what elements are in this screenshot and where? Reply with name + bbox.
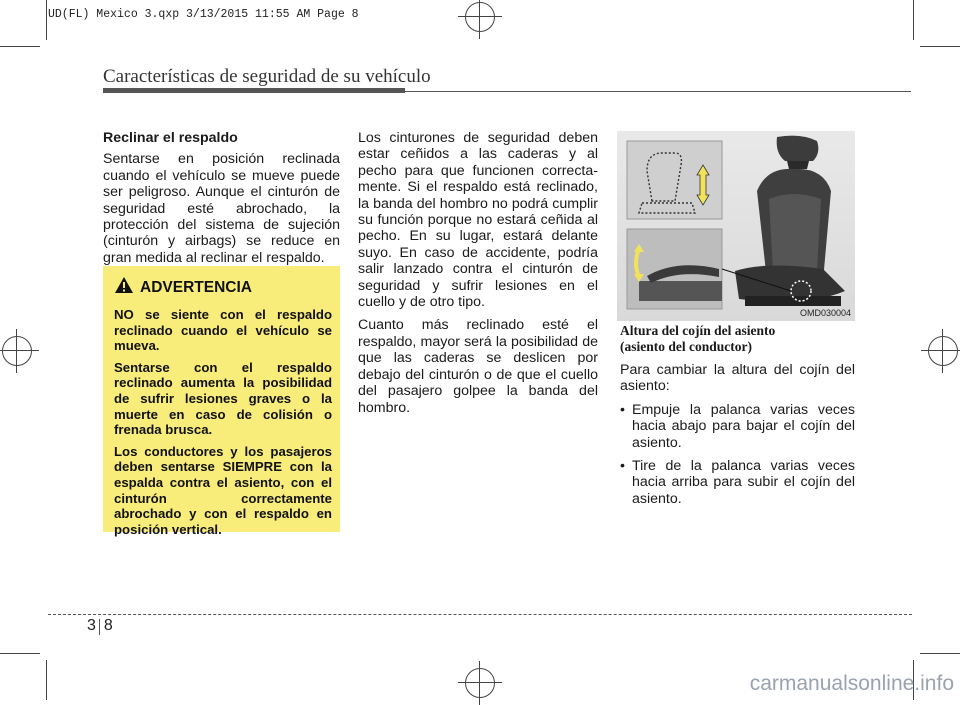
right-heading-line1: Altura del cojín del asiento — [620, 323, 776, 338]
figure-code: OMD030004 — [799, 308, 851, 318]
warning-text — [114, 307, 332, 537]
registration-mark-right — [928, 336, 958, 366]
list-item: • Tire de la palanca varias veces hacia arriba para subir el cojín del asiento. — [620, 458, 855, 507]
middle-paragraph: Cuanto más reclinado esté el respaldo, mayor será la posibilidad de que las caderas se deslicen por debajo del cinturón o de que el cuello del pasajero golpee la banda del hombro. — [358, 317, 598, 416]
watermark: carmanualsonline.info — [749, 672, 954, 695]
warning-paragraph: Los conductores y los pasajeros deben sentarse SIEMPRE con la espalda contra el asiento, con el cinturón correctamente abrochado y con el respaldo en posición vertical. — [114, 443, 332, 537]
list-item: • Empuje la palanca varias veces hacia abajo para bajar el cojín del asiento. — [620, 402, 855, 451]
page-number-value: 8 — [103, 617, 113, 634]
middle-paragraph: Los cinturones de seguridad deben estar ceñidos a las caderas y al pecho para que funcionen correctamente. Si el respaldo está reclinado, la banda del hombro no podrá cumplir su función porque no estará ceñida al pecho. En su lugar, estará delante suyo. En caso de accidente, podría salir lanzado contra el cinturón de seguridad y sufrir lesiones en el cuello y de otro tipo. — [358, 130, 598, 311]
warning-box — [103, 266, 340, 537]
warning-header — [114, 276, 332, 299]
registration-mark-left — [2, 336, 32, 366]
registration-mark-top — [465, 2, 495, 32]
right-column — [620, 323, 855, 514]
seat-illustration — [617, 131, 855, 321]
seat-figure — [617, 131, 855, 321]
warning-triangle-icon — [114, 276, 134, 299]
middle-column — [358, 130, 598, 423]
chapter-number: 3 — [87, 617, 96, 634]
right-heading-line2: (asiento del conductor) — [620, 339, 752, 354]
left-heading: Reclinar el respaldo — [103, 130, 238, 146]
registration-mark-bottom — [465, 668, 495, 698]
print-slug: UD(FL) Mexico 3.qxp 3/13/2015 11:55 AM Page 8 — [48, 8, 359, 21]
right-intro: Para cambiar la altura del cojín del asiento: — [620, 362, 855, 395]
left-paragraph: Sentarse en posición reclinada cuando el vehículo se mueve puede ser peligroso. Aunque el cinturón de seguridad esté abrochado, la protección del sistema de sujeción (cinturón y airbags) se reduce en gran medida al reclinar el respaldo. — [103, 151, 340, 266]
page-number — [87, 617, 113, 635]
header-rule — [103, 91, 911, 92]
instruction-list — [620, 402, 855, 507]
footer-rule — [48, 614, 912, 615]
left-column — [103, 130, 340, 273]
warning-paragraph: NO se siente con el respaldo reclinado cuando el vehículo se mueva. — [114, 307, 332, 354]
warning-title: ADVERTENCIA — [140, 278, 252, 296]
right-heading — [620, 323, 855, 355]
section-title: Características de seguridad de su vehículo — [103, 66, 431, 87]
warning-paragraph: Sentarse con el respaldo reclinado aumenta la posibilidad de sufrir lesiones graves o la muerte en caso de colisión o frenada brusca. — [114, 359, 332, 438]
